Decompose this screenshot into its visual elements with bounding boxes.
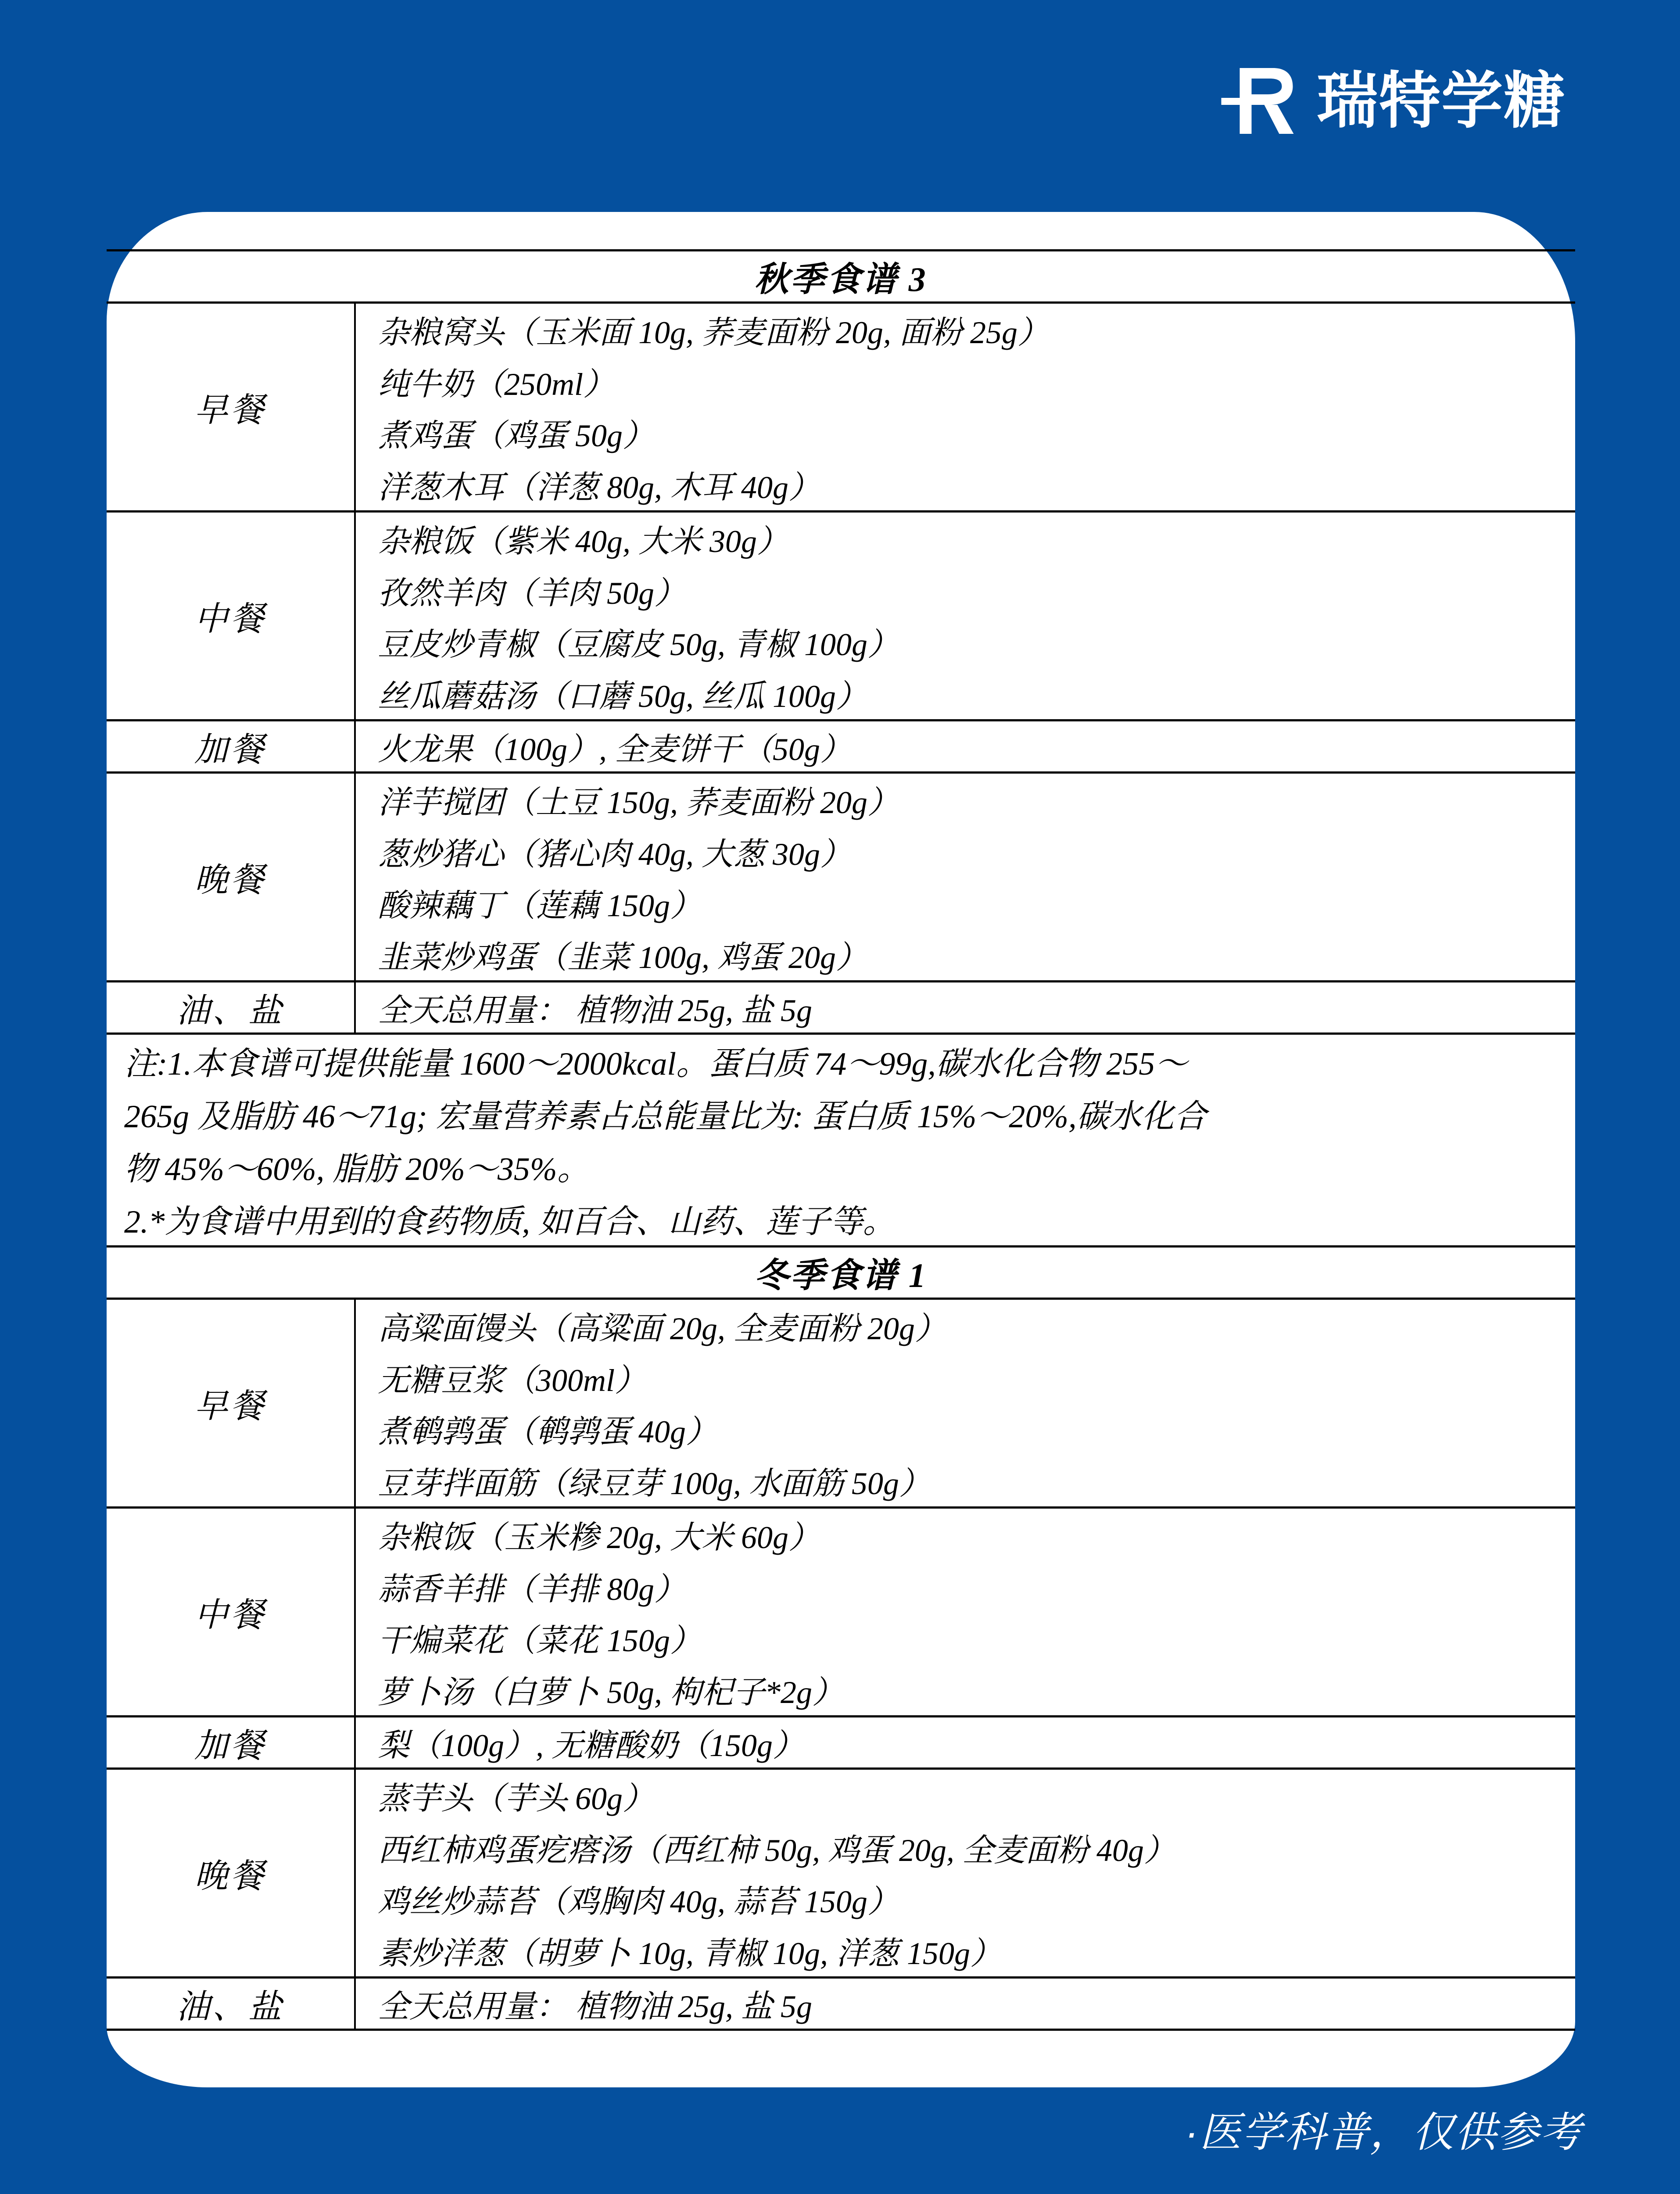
meal-label: 油、盐 [176,1988,284,2026]
meal-items [354,1509,1575,1715]
note-line: 注:1.本食谱可提供能量 1600～2000kcal。蛋白质 74～99g,碳水化合物 255～ [124,1046,1188,1082]
meal-row [107,1976,1575,2029]
dish-item: 萝卜汤（白萝卜 50g, 枸杞子*2g） [378,1675,844,1710]
dish-item: 高粱面馒头（高粱面 20g, 全麦面粉 20g） [378,1311,947,1346]
dish-item: 豆皮炒青椒（豆腐皮 50g, 青椒 100g） [378,627,899,663]
meal-items [354,513,1575,719]
dish-item: 全天总用量： 植物油 25g, 盐 5g [378,1989,813,2024]
dish-item: 杂粮窝头（玉米面 10g, 荞麦面粉 20g, 面粉 25g） [378,315,1050,350]
dish-item: 酸辣藕丁（莲藕 150g） [378,888,702,924]
dish-item: 杂粮饭（玉米糁 20g, 大米 60g） [378,1520,820,1555]
meal-row [107,771,1575,980]
meal-label: 早餐 [194,392,266,429]
meal-items [354,721,1575,771]
meal-items [354,1770,1575,1976]
dish-item: 全天总用量： 植物油 25g, 盐 5g [378,993,813,1028]
meal-row [107,301,1575,510]
dish-item: 孜然羊肉（羊肉 50g） [378,575,686,611]
meal-row [107,1506,1575,1715]
meal-row [107,980,1575,1032]
meal-label: 晚餐 [194,862,266,899]
meal-label: 早餐 [194,1388,266,1425]
meal-label: 晚餐 [194,1858,266,1895]
dish-item: 干煸菜花（菜花 150g） [378,1623,702,1659]
meal-items [354,982,1575,1032]
meal-items [354,304,1575,510]
meal-label: 中餐 [194,601,266,638]
meal-label: 加餐 [194,731,266,768]
dish-item: 豆芽拌面筋（绿豆芽 100g, 水面筋 50g） [378,1466,931,1502]
dish-item: 洋芋搅团（土豆 150g, 荞麦面粉 20g） [378,785,899,820]
dish-item: 纯牛奶（250ml） [378,366,615,402]
note-line: 2.*为食谱中用到的食药物质, 如百合、山药、莲子等。 [124,1204,896,1240]
notes-row [107,1032,1575,1245]
dish-item: 杂粮饭（紫米 40g, 大米 30g） [378,523,789,559]
dish-item: 葱炒猪心（猪心肉 40g, 大葱 30g） [378,836,852,872]
dish-item: 洋葱木耳（洋葱 80g, 木耳 40g） [378,470,820,505]
dish-item: 煮鸡蛋（鸡蛋 50g） [378,418,655,454]
meal-label: 油、盐 [176,992,284,1029]
meal-label: 加餐 [194,1727,266,1764]
meal-row [107,719,1575,771]
dish-item: 西红柿鸡蛋疙瘩汤（西红柿 50g, 鸡蛋 20g, 全麦面粉 40g） [378,1832,1176,1868]
dish-item: 丝瓜蘑菇汤（口蘑 50g, 丝瓜 100g） [378,679,868,714]
dish-item: 梨（100g）, 无糖酸奶（150g） [378,1728,805,1763]
dish-item: 鸡丝炒蒜苔（鸡胸肉 40g, 蒜苔 150g） [378,1884,899,1920]
menu-tables [107,249,1575,2031]
meal-row [107,1767,1575,1976]
dish-item: 蒜香羊排（羊排 80g） [378,1571,686,1607]
dish-item: 火龙果（100g）, 全麦饼干（50g） [378,732,852,767]
dish-item: 韭菜炒鸡蛋（韭菜 100g, 鸡蛋 20g） [378,940,868,975]
meal-label: 中餐 [194,1597,266,1634]
table-title: 秋季食谱 3 [107,249,1575,301]
dish-item: 煮鹌鹑蛋（鹌鹑蛋 40g） [378,1414,718,1450]
meal-items [354,774,1575,980]
brand-name: 瑞特学糖 [1317,66,1566,135]
dish-item: 无糖豆浆（300ml） [378,1362,647,1398]
table-title: 冬季食谱 1 [107,1245,1575,1298]
meal-items [354,1979,1575,2029]
dish-item: 素炒洋葱（胡萝卜 10g, 青椒 10g, 洋葱 150g） [378,1936,1002,1972]
meal-row [107,1715,1575,1767]
note-line: 265g 及脂肪 46～71g; 宏量营养素占总能量比为: 蛋白质 15%～20%,碳水化合 [124,1099,1207,1135]
recipe-card [107,212,1575,2087]
meal-row [107,1298,1575,1506]
meal-items [354,1717,1575,1767]
brand-logo [1221,68,1566,134]
meal-items [354,1300,1575,1506]
logo-r-icon [1221,68,1294,134]
meal-row [107,510,1575,719]
footer-note: ·医学科普，仅供参考 [1185,2109,1583,2156]
dish-item: 蒸芋头（芋头 60g） [378,1781,655,1816]
note-line: 物 45%～60%, 脂肪 20%～35%。 [124,1151,590,1187]
